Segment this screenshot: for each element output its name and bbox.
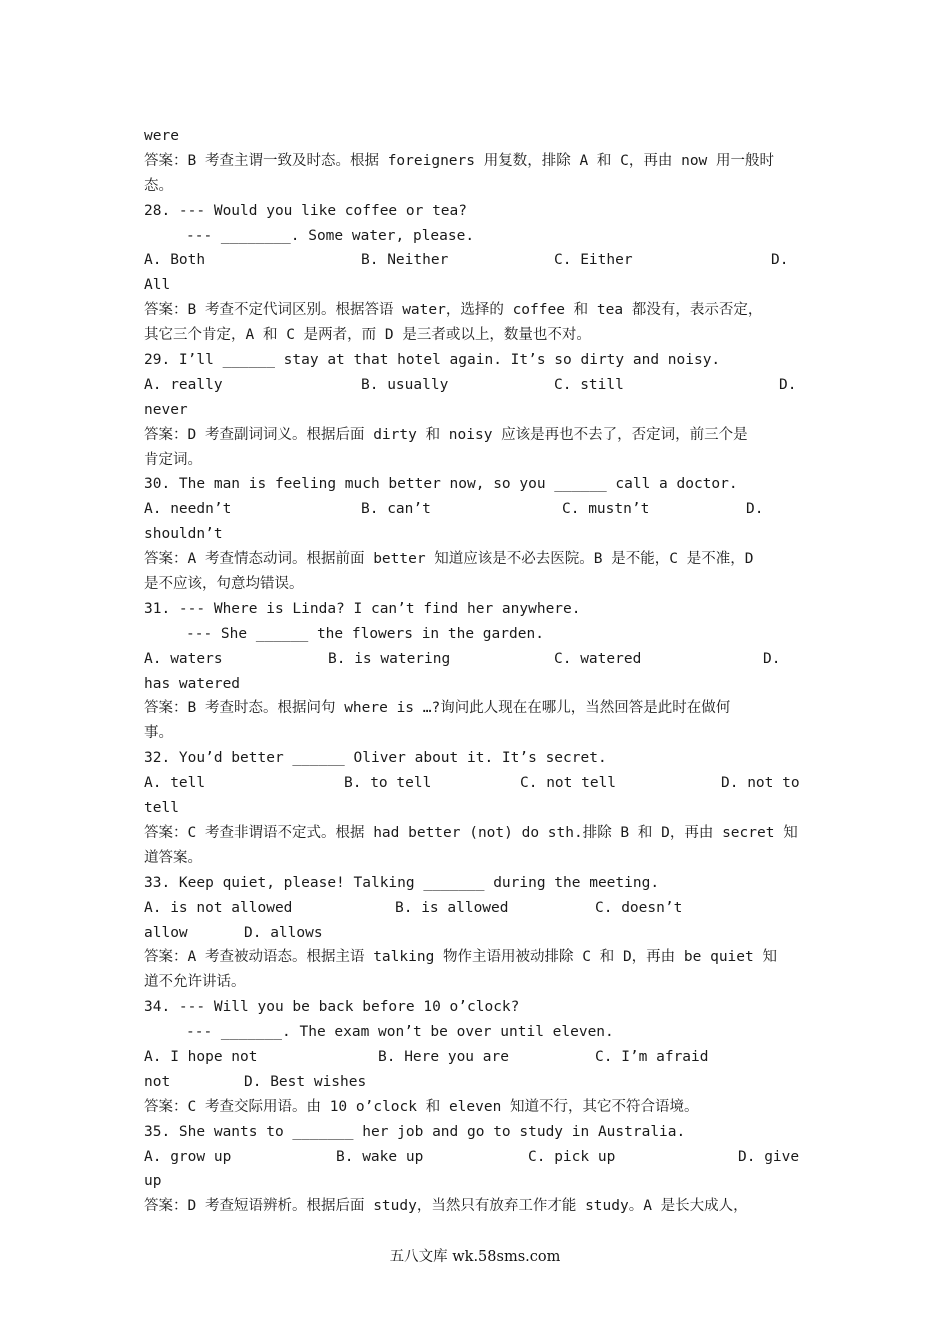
option-c: C. I’m afraid <box>595 1048 709 1065</box>
answer-line: 肯定词。 <box>144 451 202 468</box>
answer-line: 答案：A 考查被动语态。根据主语 talking 物作主语用被动排除 C 和 D，再由 be quiet 知 <box>144 949 777 966</box>
answer-line: 答案：B 考查时态。根据问句 where is …?询问此人现在在哪儿，当然回答是此时在做何 <box>144 700 731 717</box>
question-31: 31. --- Where is Linda? I can’t find her anywhere. <box>144 600 581 617</box>
option-c: C. doesn’t <box>595 899 683 916</box>
question-28: 28. --- Would you like coffee or tea? <box>144 202 468 219</box>
footer-watermark: 五八文库 wk.58sms.com <box>389 1249 561 1265</box>
option-b: B. Neither <box>361 252 449 269</box>
option-b: B. Here you are <box>378 1048 509 1065</box>
option-a: A. grow up <box>144 1148 232 1165</box>
option-d: D. not to <box>721 775 800 792</box>
option-a: A. is not allowed <box>144 899 293 916</box>
question-28-response: --- ________. Some water, please. <box>186 227 475 244</box>
answer-line: 道答案。 <box>144 849 202 866</box>
question-34-response: --- _______. The exam won’t be over until eleven. <box>186 1024 614 1041</box>
question-33: 33. Keep quiet, please! Talking _______ during the meeting. <box>144 874 660 891</box>
option-c: C. not tell <box>520 775 617 792</box>
option-d-continued: All <box>144 277 171 294</box>
question-35-options <box>144 1145 808 1170</box>
question-34: 34. --- Will you be back before 10 o’clock? <box>144 999 520 1016</box>
option-b: B. to tell <box>344 775 432 792</box>
option-c-continued: not <box>144 1073 171 1090</box>
option-a: A. really <box>144 376 223 393</box>
option-c: C. mustn’t <box>562 501 650 518</box>
option-d: D. give <box>738 1148 800 1165</box>
option-c: C. Either <box>554 252 633 269</box>
answer-line: 事。 <box>144 725 173 742</box>
question-31-options <box>144 647 808 672</box>
option-a: A. needn’t <box>144 501 232 518</box>
option-c: C. still <box>554 376 624 393</box>
question-29-options <box>144 373 808 398</box>
answer-line: 答案：D 考查副词词义。根据后面 dirty 和 noisy 应该是再也不去了，否定词，前三个是 <box>144 426 748 443</box>
option-b: B. is watering <box>328 650 451 667</box>
answer-line: 道不允许讲话。 <box>144 974 246 991</box>
option-d-continued: tell <box>144 800 179 817</box>
answer-line: 答案：D 考查短语辨析。根据后面 study，当然只有放弃工作才能 study。A 是长大成人， <box>144 1198 748 1215</box>
question-32: 32. You’d better ______ Oliver about it. It’s secret. <box>144 750 607 767</box>
option-a: A. waters <box>144 650 223 667</box>
option-b: B. is allowed <box>395 899 509 916</box>
document-body <box>144 124 808 1219</box>
option-c: C. watered <box>554 650 642 667</box>
option-a: A. Both <box>144 252 206 269</box>
option-d: D. <box>763 650 781 667</box>
option-d: D. <box>779 376 797 393</box>
option-d-continued: has watered <box>144 675 241 692</box>
question-30-options <box>144 497 808 522</box>
option-d: D. Best wishes <box>244 1073 367 1090</box>
option-d: D. <box>771 252 789 269</box>
option-c-continued: allow <box>144 924 188 941</box>
question-32-options <box>144 771 808 796</box>
option-d-continued: shouldn’t <box>144 526 223 543</box>
answer-line: 答案：C 考查交际用语。由 10 o’clock 和 eleven 知道不行，其它不符合语境。 <box>144 1098 699 1115</box>
option-b: B. usually <box>361 376 449 393</box>
answer-line: 答案：A 考查情态动词。根据前面 better 知道应该是不必去医院。B 是不能，C 是不准，D <box>144 551 754 568</box>
option-b: B. wake up <box>336 1148 424 1165</box>
option-d-continued: up <box>144 1173 162 1190</box>
answer-line: 答案：C 考查非谓语不定式。根据 had better (not) do sth.排除 B 和 D，再由 secret 知 <box>144 824 798 841</box>
option-a: A. I hope not <box>144 1048 258 1065</box>
question-34-options <box>144 1045 808 1070</box>
answer-line: 答案：B 考查不定代词区别。根据答语 water，选择的 coffee 和 tea 都没有，表示否定， <box>144 302 763 319</box>
question-30: 30. The man is feeling much better now, so you ______ call a doctor. <box>144 476 738 493</box>
question-28-options <box>144 248 808 273</box>
answer-line: 其它三个肯定，A 和 C 是两者，而 D 是三者或以上，数量也不对。 <box>144 327 591 344</box>
question-34-options-continued <box>144 1070 808 1095</box>
answer-line: 答案：B 考查主谓一致及时态。根据 foreigners 用复数，排除 A 和 C，再由 now 用一般时 <box>144 152 775 169</box>
question-33-options <box>144 896 808 921</box>
question-33-options-continued <box>144 921 808 946</box>
question-35: 35. She wants to _______ her job and go to study in Australia. <box>144 1123 686 1140</box>
question-29: 29. I’ll ______ stay at that hotel again. It’s so dirty and noisy. <box>144 352 721 369</box>
option-c: C. pick up <box>528 1148 616 1165</box>
option-d-continued: never <box>144 401 188 418</box>
answer-line: 是不应该，句意均错误。 <box>144 576 304 593</box>
text-line: were <box>144 128 179 144</box>
option-a: A. tell <box>144 775 206 792</box>
question-31-response: --- She ______ the flowers in the garden. <box>186 625 544 642</box>
option-d: D. allows <box>244 924 323 941</box>
option-b: B. can’t <box>361 501 431 518</box>
answer-line: 态。 <box>144 177 173 194</box>
option-d: D. <box>746 501 764 518</box>
